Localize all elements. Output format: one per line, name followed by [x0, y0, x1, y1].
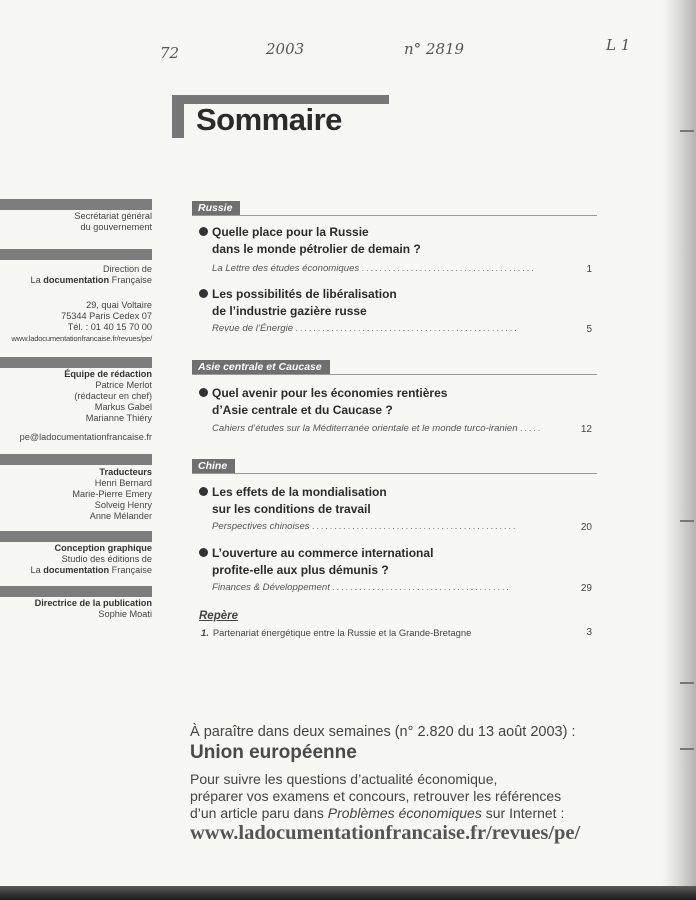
- repere-item[interactable]: 1. Partenariat énergétique entre la Russie et la Grande-Bretagne: [201, 627, 472, 638]
- article-title-3[interactable]: Quel avenir pour les économies rentières d’Asie centrale et du Caucase ?: [199, 385, 594, 418]
- edge-mark: [680, 520, 694, 522]
- promo-line-1: Pour suivre les questions d’actualité économique,: [190, 771, 498, 787]
- section-tag-chine: Chine: [192, 459, 235, 473]
- article-page-3: 12: [580, 424, 592, 435]
- translators-block: Traducteurs Henri Bernard Marie-Pierre Emery Solveig Henry Anne Mélander: [0, 467, 152, 522]
- edge-mark: [680, 682, 694, 684]
- article-page-1: 1: [586, 264, 592, 275]
- publisher-block: Direction de La documentation Française: [30, 264, 152, 285]
- edge-mark: [680, 130, 694, 132]
- repere-heading: Repère: [199, 610, 238, 622]
- article-title-4[interactable]: Les effets de la mondialisation sur les conditions de travail: [199, 484, 594, 517]
- article-page-5: 29: [580, 583, 592, 594]
- handwritten-issue: n° 2819: [404, 40, 465, 58]
- promo-line-2: préparer vos examens et concours, retrouver les références: [190, 788, 562, 804]
- left-divider-bar: [0, 586, 152, 597]
- section-rule: [192, 473, 597, 474]
- section-tag-russie: Russie: [192, 201, 240, 215]
- bullet-icon: [199, 487, 208, 496]
- publication-director-block: Directrice de la publication Sophie Moati: [0, 598, 152, 620]
- handwritten-number: 72: [160, 44, 180, 62]
- left-divider-bar: [0, 249, 152, 260]
- section-tag-asie: Asie centrale et Caucase: [192, 360, 330, 374]
- article-source-3: Cahiers d’études sur la Méditerranée orientale et le monde turco-iranien .....: [212, 423, 543, 434]
- graphic-design-heading: Conception graphique: [54, 543, 152, 553]
- publication-director-heading: Directrice de la publication: [34, 598, 152, 608]
- left-divider-bar: [0, 357, 152, 368]
- article-title-1[interactable]: Quelle place pour la Russie dans le monde pétrolier de demain ?: [199, 224, 594, 257]
- article-title-5[interactable]: L’ouverture au commerce international profite-elle aux plus démunis ?: [199, 545, 594, 578]
- article-page-4: 20: [580, 522, 592, 533]
- left-divider-bar: [0, 531, 152, 542]
- page-edge-shadow: [662, 0, 696, 900]
- handwritten-year: 2003: [266, 40, 305, 58]
- next-issue-theme: Union européenne: [190, 742, 357, 763]
- edge-mark: [680, 748, 694, 750]
- article-page-2: 5: [586, 324, 592, 335]
- section-rule: [192, 215, 597, 216]
- bullet-icon: [199, 388, 208, 397]
- article-source-1: La Lettre des études économiques .......................................: [212, 263, 537, 274]
- scan-bottom-band: [0, 886, 696, 900]
- article-source-5: Finances & Développement ........................................: [212, 582, 512, 593]
- left-divider-bar: [0, 454, 152, 465]
- section-rule: [192, 374, 597, 375]
- promo-line-3: d’un article paru dans Problèmes économiques sur Internet :: [190, 805, 565, 821]
- editorial-team-block: Équipe de rédaction Patrice Merlot (rédacteur en chef) Markus Gabel Marianne Thiéry: [0, 369, 152, 424]
- translators-heading: Traducteurs: [99, 467, 152, 477]
- website-link[interactable]: www.ladocumentationfrancaise.fr/revues/pe/: [11, 334, 152, 343]
- bullet-icon: [199, 548, 208, 557]
- article-source-2: Revue de l’Énergie ..................................................: [212, 323, 520, 334]
- editorial-team-heading: Équipe de rédaction: [64, 369, 152, 379]
- left-divider-bar: [0, 199, 152, 210]
- website-url-link[interactable]: www.ladocumentationfrancaise.fr/revues/pe/: [190, 822, 581, 844]
- article-title-2[interactable]: Les possibilités de libéralisation de l’industrie gazière russe: [199, 286, 594, 319]
- graphic-design-block: Conception graphique Studio des éditions de La documentation Française: [0, 543, 152, 576]
- bullet-icon: [199, 227, 208, 236]
- repere-page: 3: [586, 627, 592, 638]
- article-source-4: Perspectives chinoises ..............................................: [212, 521, 518, 532]
- page-title: Sommaire: [196, 102, 342, 137]
- address-block: 29, quai Voltaire 75344 Paris Cedex 07 Tél. : 01 40 15 70 00 www.ladocumentationfrancaise.fr/revues/pe/: [0, 300, 152, 344]
- email-link[interactable]: pe@ladocumentationfrancaise.fr: [19, 432, 152, 442]
- next-issue-announcement: À paraître dans deux semaines (n° 2.820 du 13 août 2003) :: [190, 724, 576, 740]
- bullet-icon: [199, 289, 208, 298]
- title-side-decoration: [172, 104, 184, 138]
- handwritten-corner-mark: L 1: [606, 36, 631, 54]
- sgg-block: Secrétariat général du gouvernement: [74, 211, 152, 232]
